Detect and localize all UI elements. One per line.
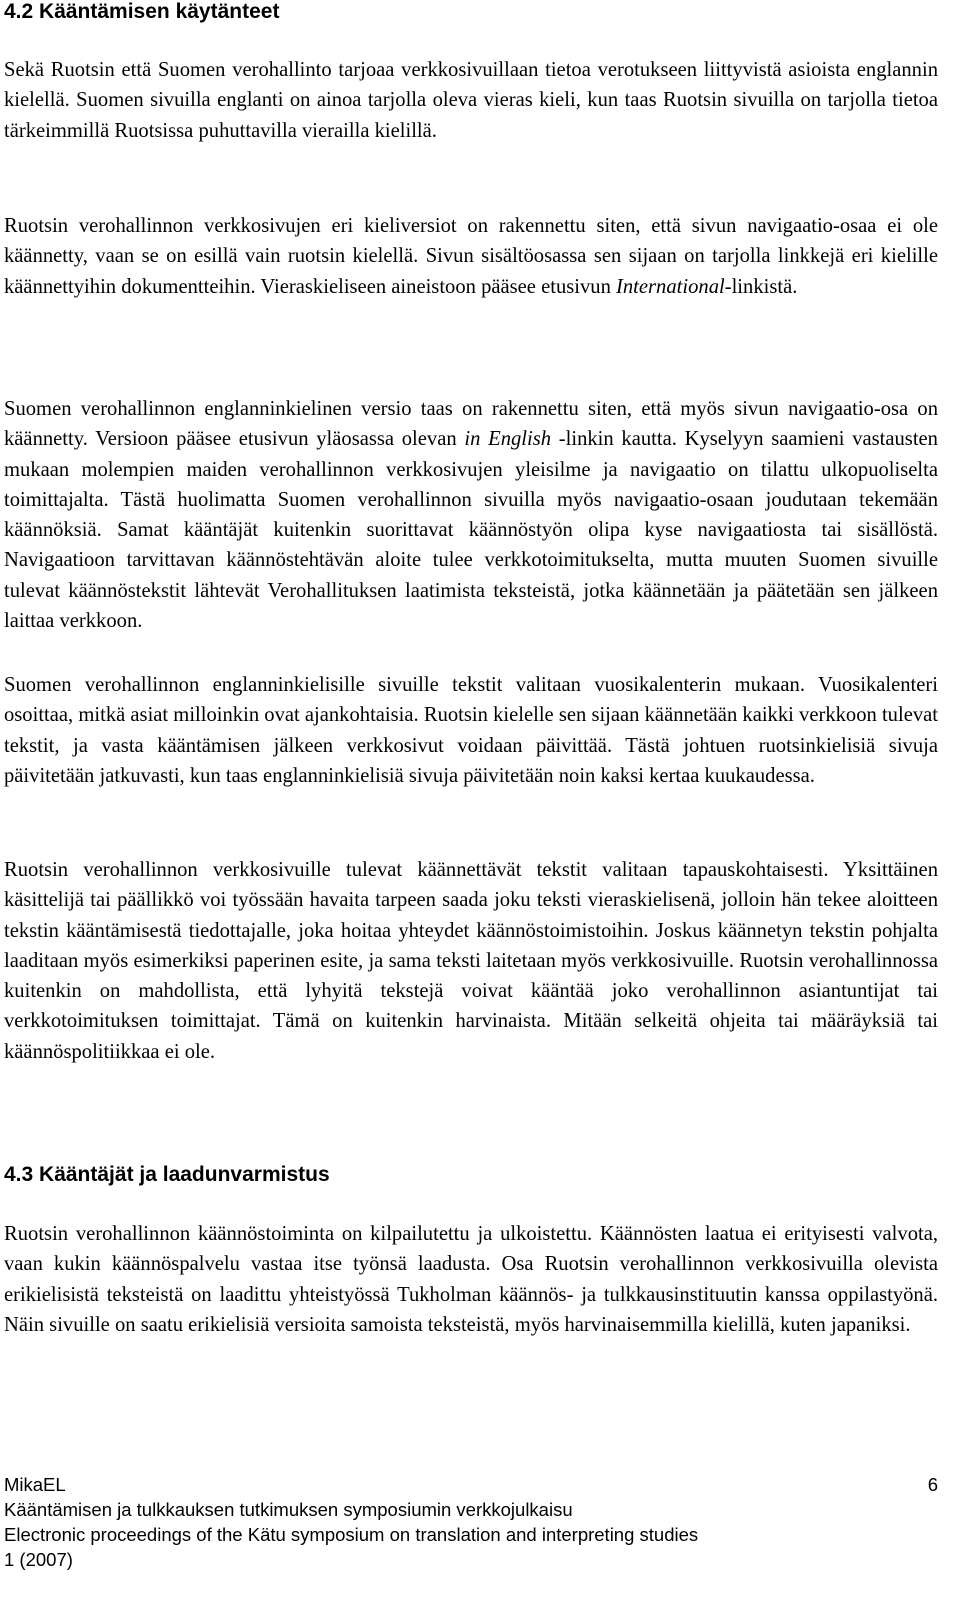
paragraph: Ruotsin verohallinnon käännöstoiminta on kilpailutettu ja ulkoistettu. Käännösten laatua ei erityisesti valvota, vaan kukin käännöspalvelu vastaa itse työnsä laadusta. Osa Ruotsin verohallinnon verkkosivuilla olevista erikielisistä teksteistä on laadittu yhteistyössä Tukholman käännös- ja tulkkausinstituutin kanssa oppilastyönä. Näin sivuille on saatu erikielisiä versioita samoista teksteistä, myös harvinaisemmilla kielillä, kuten japaniksi. [4, 1223, 938, 1336]
footer-volume: 1 (2007) [4, 1549, 73, 1570]
page-footer [4, 1472, 938, 1572]
page-number: 6 [927, 1474, 938, 1495]
paragraph: Suomen verohallinnon englanninkielisille sivuille tekstit valitaan vuosikalenterin mukaan. Vuosikalenteri osoittaa, mitkä asiat milloinkin ovat ajankohtaisia. Ruotsin kielelle sen sijaan käännetään kaikki verkkoon tulevat tekstit, ja vasta kääntämisen jälkeen verkkosivut voidaan päivittää. Tästä johtuen ruotsinkielisiä sivuja päivitetään jatkuvasti, kun taas englanninkielisiä sivuja päivitetään noin kaksi kertaa kuukaudessa. [4, 674, 938, 787]
section-heading-4-3: 4.3 Kääntäjät ja laadunvarmistus [4, 1163, 330, 1186]
footer-author: MikaEL [4, 1474, 66, 1495]
italic-term: in English [464, 428, 552, 451]
italic-term: International [616, 275, 725, 298]
footer-publication-fi: Kääntämisen ja tulkkauksen tutkimuksen symposiumin verkkojulkaisu [4, 1499, 573, 1520]
paragraph: Ruotsin verohallinnon verkkosivuille tulevat käännettävät tekstit valitaan tapauskohtaisesti. Yksittäinen käsittelijä tai päällikkö voi työssään havaita tarpeen saada joku teksti vieraskielisenä, jolloin hän tekee aloitteen tekstin kääntämisestä tiedottajalle, joka hoitaa yhteydet käännöstoimistoihin. Joskus käännetyn tekstin pohjalta laaditaan myös esimerkiksi paperinen esite, ja sama teksti laitetaan myös verkkosivuille. Ruotsin verohallinnossa kuitenkin on mahdollista, että lyhyitä tekstejä voivat kääntää joko verohallinnon asiantuntijat tai verkkotoimituksen toimittajat. Tämä on kuitenkin harvinaista. Mitään selkeitä ohjeita tai määräyksiä tai käännöspolitiikkaa ei ole. [4, 859, 938, 1063]
paragraph: Suomen verohallinnon englanninkielinen versio taas on rakennettu siten, että myös sivun navigaatio-osa on käännetty. Versioon pääsee etusivun yläosassa olevan in English -linkin kautta. Kyselyyn saamieni vastausten mukaan molempien maiden verohallinnon verkkosivujen yleisilme ja navigaatio on tilattu ulkopuoliselta toimittajalta. Tästä huolimatta Suomen verohallinnon sivuilla myös navigaatio-osaan joudutaan tekemään käännöksiä. Samat kääntäjät kuitenkin suorittavat käännöstyön olipa kyse navigaatiosta tai sisällöstä. Navigaatioon tarvittavan käännöstehtävän aloite tulee verkkotoimitukselta, mutta muuten Suomen sivuille tulevat käännöstekstit lähtevät Verohallituksen laatimista teksteistä, jotka käännetään ja päätetään sen jälkeen laittaa verkkoon. [4, 398, 938, 633]
paragraph: Ruotsin verohallinnon verkkosivujen eri kieliversiot on rakennettu siten, että sivun navigaatio-osaa ei ole käännetty, vaan se on esillä vain ruotsin kielellä. Sivun sisältöosassa sen sijaan on tarjolla linkkejä eri kielille käännettyihin dokumentteihin. Vieraskieliseen aineistoon pääsee etusivun International-linkistä. [4, 215, 938, 298]
footer-publication-en: Electronic proceedings of the Kätu symposium on translation and interpreting studies [4, 1524, 699, 1545]
section-heading-4-2: 4.2 Kääntämisen käytänteet [4, 0, 280, 23]
paragraph: Sekä Ruotsin että Suomen verohallinto tarjoaa verkkosivuillaan tietoa verotukseen liittyvistä asioista englannin kielellä. Suomen sivuilla englanti on ainoa tarjolla oleva vieras kieli, kun taas Ruotsin sivuilla on tarjolla tietoa tärkeimmillä Ruotsissa puhuttavilla vierailla kielillä. [4, 59, 938, 142]
